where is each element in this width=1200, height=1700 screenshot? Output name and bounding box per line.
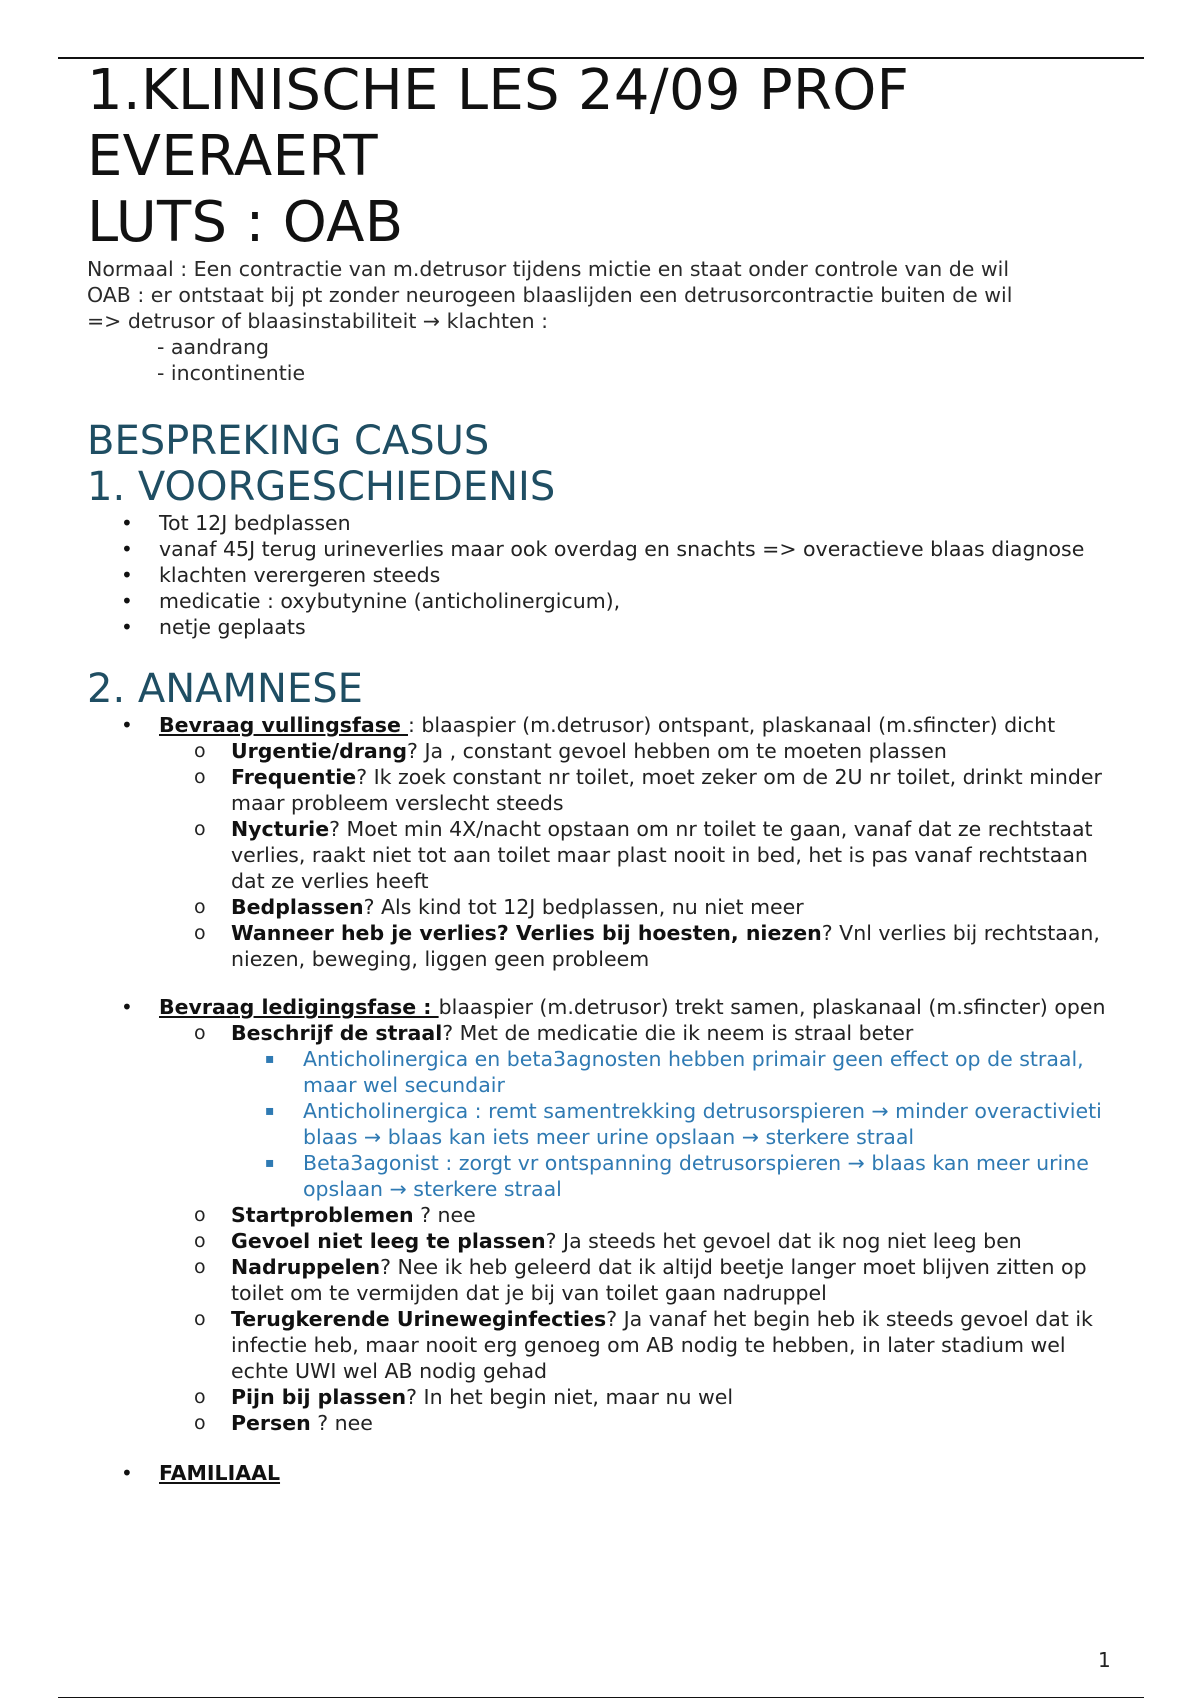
list-item [159, 894, 1127, 920]
list-item [159, 1254, 1127, 1306]
note-item: ▪ Beta3agonist : zorgt vr ontspanning detrusorspieren → blaas kan meer urine opslaan → sterkere straal [231, 1150, 1127, 1202]
list-item [159, 1384, 1127, 1410]
answer-text: ? Ik zoek constant nr toilet, moet zeker om de 2U nr toilet, drinkt minder maar probleem verslecht steeds [231, 765, 1102, 815]
title-line-2: EVERAERT [87, 124, 378, 189]
answer-text: ? Ja steeds het gevoel dat ik nog niet leeg ben [545, 1229, 1022, 1253]
answer-text: ? Moet min 4X/nacht opstaan om nr toilet te gaan, vanaf dat ze rechtstaat verlies, raakt niet tot aan toilet maar plast nooit in bed, het is pas vanaf rechtstaan dat ze verlies heeft [231, 817, 1093, 893]
anamnese-list [87, 712, 1127, 1486]
straal-notes [231, 1046, 1127, 1202]
list-item [159, 1410, 1127, 1436]
answer-text: ? nee [413, 1203, 476, 1227]
answer-text: ? Ja vanaf het begin heb ik steeds gevoel dat ik infectie heb, maar nooit erg genoeg om AB nodig te hebben, in later stadium wel echte UWI wel AB nodig gehad [231, 1307, 1093, 1383]
page-number: 1 [1098, 1648, 1111, 1672]
question-label: Persen [231, 1411, 311, 1435]
list-item [159, 1202, 1127, 1228]
question-label: Nadruppelen [231, 1255, 381, 1279]
question-label: Nycturie [231, 817, 330, 841]
heading-anamnese: 2. ANAMNESE [87, 666, 363, 712]
ledigingsfase-item [87, 994, 1127, 1436]
footer-rule [58, 1697, 1144, 1698]
voorgeschiedenis-list [87, 510, 1127, 640]
ledigingsfase-text: blaaspier (m.detrusor) trekt samen, plaskanaal (m.sfincter) open [438, 995, 1106, 1019]
heading-bespreking-casus: BESPREKING CASUS [87, 418, 490, 464]
list-item: • medicatie : oxybutynine (anticholinergicum), [87, 588, 1127, 614]
list-item [159, 816, 1127, 894]
familiaal-item [87, 1460, 1127, 1486]
document-body [87, 58, 1127, 1486]
question-label: Startproblemen [231, 1203, 414, 1227]
answer-text: ? Vnl verlies bij rechtstaan, niezen, beweging, liggen geen probleem [231, 921, 1100, 971]
vullingsfase-questions [159, 738, 1127, 972]
list-item: • Tot 12J bedplassen [87, 510, 1127, 536]
list-item [159, 1228, 1127, 1254]
title-line-3: LUTS : OAB [87, 190, 404, 255]
intro-line-detrusor: => detrusor of blaasinstabiliteit → klachten : [87, 309, 549, 333]
list-item [159, 764, 1127, 816]
answer-text: ? In het begin niet, maar nu wel [406, 1385, 734, 1409]
question-label: Urgentie/drang [231, 739, 408, 763]
intro-item-aandrang: - aandrang [157, 335, 270, 359]
question-label: Bedplassen [231, 895, 364, 919]
question-label: Pijn bij plassen [231, 1385, 407, 1409]
answer-text: ? Als kind tot 12J bedplassen, nu niet meer [363, 895, 804, 919]
list-item [159, 738, 1127, 764]
answer-text: ? Met de medicatie die ik neem is straal beter [442, 1021, 914, 1045]
question-label: Beschrijf de straal [231, 1021, 443, 1045]
question-label: Frequentie [231, 765, 357, 789]
familiaal-label: FAMILIAAL [159, 1461, 281, 1485]
answer-text: ? Ja , constant gevoel hebben om te moeten plassen [407, 739, 947, 763]
vullingsfase-text: : blaaspier (m.detrusor) ontspant, plaskanaal (m.sfincter) dicht [407, 713, 1056, 737]
vullingsfase-item [87, 712, 1127, 972]
intro-line-normaal: Normaal : Een contractie van m.detrusor tijdens mictie en staat onder controle van de wil [87, 257, 1010, 281]
question-label: Gevoel niet leeg te plassen [231, 1229, 546, 1253]
heading-voorgeschiedenis: 1. VOORGESCHIEDENIS [87, 464, 556, 510]
list-item [159, 1020, 1127, 1202]
list-item [159, 1306, 1127, 1384]
ledigingsfase-label: Bevraag ledigingsfase : [159, 995, 439, 1019]
note-item: ▪ Anticholinergica en beta3agnosten hebben primair geen effect op de straal, maar wel secundair [231, 1046, 1127, 1098]
answer-text: ? nee [310, 1411, 373, 1435]
list-item [159, 920, 1127, 972]
note-item: ▪ Anticholinergica : remt samentrekking detrusorspieren → minder overactivieti blaas → blaas kan iets meer urine opslaan → sterkere straal [231, 1098, 1127, 1150]
answer-text: ? Nee ik heb geleerd dat ik altijd beetje langer moet blijven zitten op toilet om te vermijden dat je bij van toilet gaan nadruppel [231, 1255, 1087, 1305]
document-title [87, 58, 1127, 256]
intro-item-incontinentie: - incontinentie [157, 361, 306, 385]
intro-line-oab: OAB : er ontstaat bij pt zonder neurogeen blaaslijden een detrusorcontractie buiten de wil [87, 283, 1013, 307]
ledigingsfase-questions [159, 1020, 1127, 1436]
intro-text [87, 256, 1127, 386]
list-item: • netje geplaats [87, 614, 1127, 640]
question-label: Wanneer heb je verlies? Verlies bij hoesten, niezen [231, 921, 822, 945]
list-item: • vanaf 45J terug urineverlies maar ook overdag en snachts => overactieve blaas diagnose [87, 536, 1127, 562]
title-line-1: 1.KLINISCHE LES 24/09 PROF [87, 58, 910, 123]
vullingsfase-label: Bevraag vullingsfase [159, 713, 408, 737]
list-item: • klachten verergeren steeds [87, 562, 1127, 588]
question-label: Terugkerende Urineweginfecties [231, 1307, 607, 1331]
